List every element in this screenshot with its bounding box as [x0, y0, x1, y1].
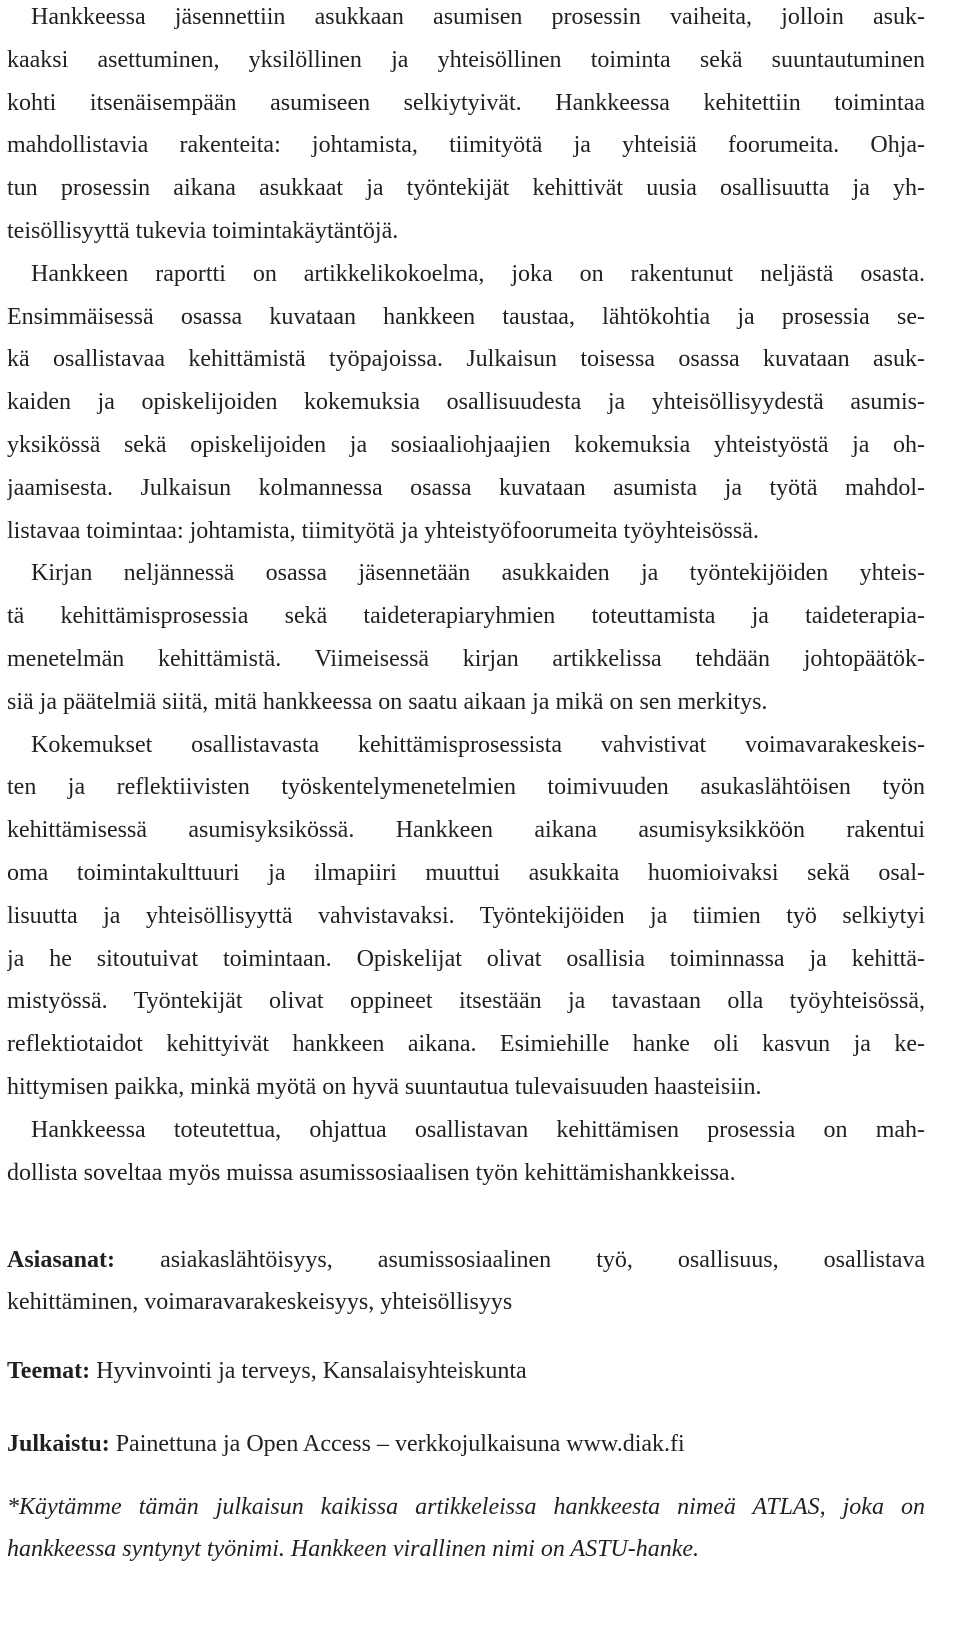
- keywords-value: asiakaslähtöisyys, asumissosiaalinen työ, osallisuus, osallistava: [160, 1247, 925, 1273]
- paragraph-line: Hankkeessa jäsennettiin asukkaan asumisen prosessin vaiheita, jolloin asuk-: [31, 4, 925, 30]
- paragraph-line: kaiden ja opiskelijoiden kokemuksia osallisuudesta ja yhteisöllisyydestä asumis-: [7, 389, 925, 416]
- paragraph-line: Hankkeessa toteutettua, ohjattua osallistavan kehittämisen prosessia on mah-: [31, 1116, 925, 1143]
- paragraph-line: ja he sitoutuivat toimintaan. Opiskelijat olivat osallisia toiminnassa ja kehittä-: [7, 945, 925, 972]
- paragraph-line: Kirjan neljännessä osassa jäsennetään asukkaiden ja työntekijöiden yhteis-: [31, 560, 925, 587]
- themes-label: Teemat:: [7, 1358, 91, 1384]
- keywords-line-1: [7, 1243, 925, 1277]
- paragraph-line: kä osallistavaa kehittämistä työpajoissa. Julkaisun toisessa osassa kuvataan asuk-: [7, 346, 925, 373]
- paragraph-line: siä ja päätelmiä siitä, mitä hankkeessa on saatu aikaan ja mikä on sen merkitys.: [7, 688, 768, 715]
- footnote-line-1: *Käytämme tämän julkaisun kaikissa artikkeleissa hankkeesta nimeä ATLAS, joka on: [7, 1494, 925, 1520]
- keywords-line-2: kehittäminen, voimaravarakeskeisyys, yhteisöllisyys: [7, 1289, 513, 1315]
- paragraph-line: Kokemukset osallistavasta kehittämisprosessista vahvistivat voimavarakeskeis-: [31, 731, 925, 758]
- paragraph-line: mahdollistavia rakenteita: johtamista, tiimityötä ja yhteisiä foorumeita. Ohja-: [7, 132, 925, 159]
- paragraph-line: jaamisesta. Julkaisun kolmannessa osassa kuvataan asumista ja työtä mahdol-: [7, 474, 925, 501]
- paragraph-line: kohti itsenäisempään asumiseen selkiytyivät. Hankkeessa kehitettiin toimintaa: [7, 89, 925, 116]
- paragraph-line: oma toimintakulttuuri ja ilmapiiri muuttui asukkaita huomioivaksi sekä osal-: [7, 860, 925, 886]
- themes-line: [7, 1354, 925, 1388]
- paragraph-line: reflektiotaidot kehittyivät hankkeen aikana. Esimiehille hanke oli kasvun ja ke-: [7, 1031, 925, 1058]
- paragraph-line: listavaa toimintaa: johtamista, tiimityötä ja yhteistyöfoorumeita työyhteisössä.: [7, 517, 759, 544]
- paragraph-line: kaaksi asettuminen, yksilöllinen ja yhteisöllinen toiminta sekä suuntautuminen: [7, 46, 925, 73]
- paragraph-line: tun prosessin aikana asukkaat ja työntekijät kehittivät uusia osallisuutta ja yh-: [7, 175, 925, 202]
- themes-value: Hyvinvointi ja terveys, Kansalaisyhteiskunta: [96, 1358, 527, 1384]
- paragraph-line: dollista soveltaa myös muissa asumissosiaalisen työn kehittämishankkeissa.: [7, 1159, 736, 1186]
- paragraph-line: menetelmän kehittämistä. Viimeisessä kirjan artikkelissa tehdään johtopäätök-: [7, 646, 925, 672]
- paragraph-line: mistyössä. Työntekijät olivat oppineet itsestään ja tavastaan olla työyhteisössä,: [7, 988, 925, 1015]
- keywords-label: Asiasanat:: [7, 1247, 116, 1273]
- paragraph-line: hittymisen paikka, minkä myötä on hyvä suuntautua tulevaisuuden haasteisiin.: [7, 1074, 762, 1100]
- published-value: Painettuna ja Open Access – verkkojulkaisuna www.diak.fi: [115, 1431, 685, 1457]
- published-line: [7, 1427, 925, 1461]
- paragraph-line: yksikössä sekä opiskelijoiden ja sosiaaliohjaajien kokemuksia yhteistyöstä ja oh-: [7, 432, 925, 458]
- footnote-line-2: hankkeessa syntynyt työnimi. Hankkeen virallinen nimi on ASTU-hanke.: [7, 1536, 700, 1562]
- paragraph-line: kehittämisessä asumisyksikössä. Hankkeen aikana asumisyksikköön rakentui: [7, 817, 925, 844]
- paragraph-line: Hankkeen raportti on artikkelikokoelma, joka on rakentunut neljästä osasta.: [31, 260, 925, 287]
- paragraph-line: Ensimmäisessä osassa kuvataan hankkeen taustaa, lähtökohtia ja prosessia se-: [7, 303, 925, 330]
- paragraph-line: tä kehittämisprosessia sekä taideterapiaryhmien toteuttamista ja taideterapia-: [7, 603, 925, 630]
- paragraph-line: teisöllisyyttä tukevia toimintakäytäntöjä.: [7, 218, 399, 244]
- paragraph-line: lisuutta ja yhteisöllisyyttä vahvistavaksi. Työntekijöiden ja tiimien työ selkiytyi: [7, 902, 925, 929]
- paragraph-line: ten ja reflektiivisten työskentelymenetelmien toimivuuden asukaslähtöisen työn: [7, 774, 925, 801]
- published-label: Julkaistu:: [7, 1431, 110, 1457]
